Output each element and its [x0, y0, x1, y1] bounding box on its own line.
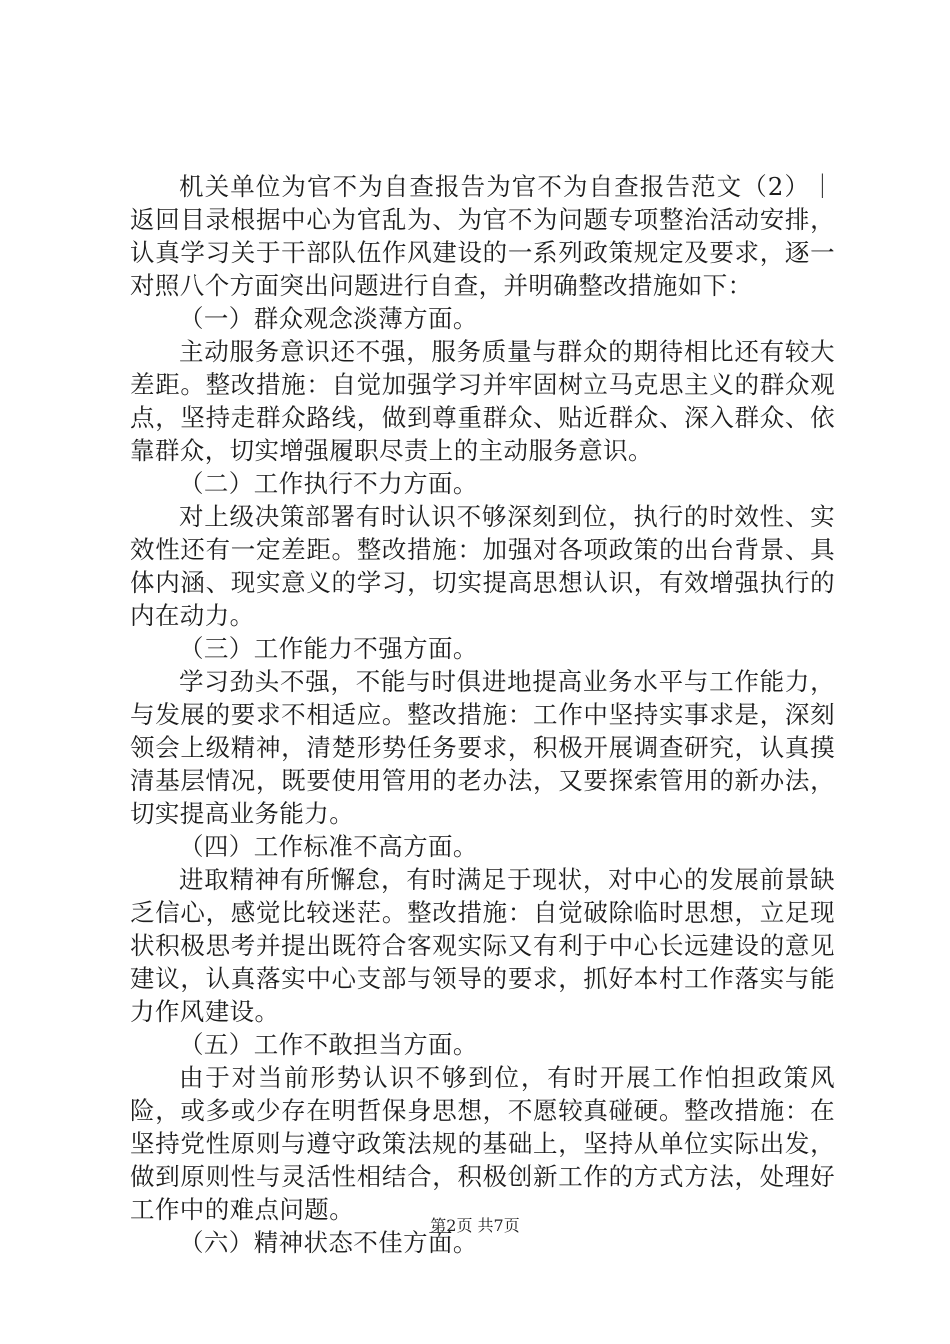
section-heading-1: （一）群众观念淡薄方面。 — [179, 304, 478, 333]
paragraph-2: 对上级决策部署有时认识不够深刻到位，执行的时效性、实效性还有一定差距。整改措施：加强对各项政策的出台背景、具体内涵、现实意义的学习，切实提高思想认识，有效增强执行的内在动力。 — [130, 502, 835, 630]
section-heading-2: （二）工作执行不力方面。 — [179, 469, 478, 498]
section-heading-3: （三）工作能力不强方面。 — [179, 634, 478, 663]
section-heading-5: （五）工作不敢担当方面。 — [179, 1030, 478, 1059]
page-number-footer: 第2页 共7页 — [430, 1216, 520, 1235]
paragraph-1: 主动服务意识还不强，服务质量与群众的期待相比还有较大差距。整改措施：自觉加强学习并牢固树立马克思主义的群众观点，坚持走群众路线，做到尊重群众、贴近群众、深入群众、依靠群众，切实增强履职尽责上的主动服务意识。 — [130, 337, 835, 465]
paragraph-intro: 机关单位为官不为自查报告为官不为自查报告范文（2）｜返回目录根据中心为官乱为、为官不为问题专项整治活动安排，认真学习关于干部队伍作风建设的一系列政策规定及要求，逐一对照八个方面突出问题进行自查，并明确整改措施如下： — [130, 172, 835, 300]
document-body — [130, 170, 835, 1259]
paragraph-4: 进取精神有所懈怠，有时满足于现状，对中心的发展前景缺乏信心，感觉比较迷茫。整改措施：自觉破除临时思想，立足现状积极思考并提出既符合客观实际又有利于中心长远建设的意见建议，认真落实中心支部与领导的要求，抓好本村工作落实与能力作风建设。 — [130, 865, 835, 1026]
section-heading-6: （六）精神状态不佳方面。 — [179, 1228, 478, 1257]
paragraph-3: 学习劲头不强，不能与时俱进地提高业务水平与工作能力，与发展的要求不相适应。整改措施：工作中坚持实事求是，深刻领会上级精神，清楚形势任务要求，积极开展调查研究，认真摸清基层情况，既要使用管用的老办法，又要探索管用的新办法，切实提高业务能力。 — [130, 667, 835, 828]
paragraph-5: 由于对当前形势认识不够到位，有时开展工作怕担政策风险，或多或少存在明哲保身思想，不愿较真碰硬。整改措施：在坚持党性原则与遵守政策法规的基础上，坚持从单位实际出发，做到原则性与灵活性相结合，积极创新工作的方式方法，处理好工作中的难点问题。 — [130, 1063, 835, 1224]
section-heading-4: （四）工作标准不高方面。 — [179, 832, 478, 861]
